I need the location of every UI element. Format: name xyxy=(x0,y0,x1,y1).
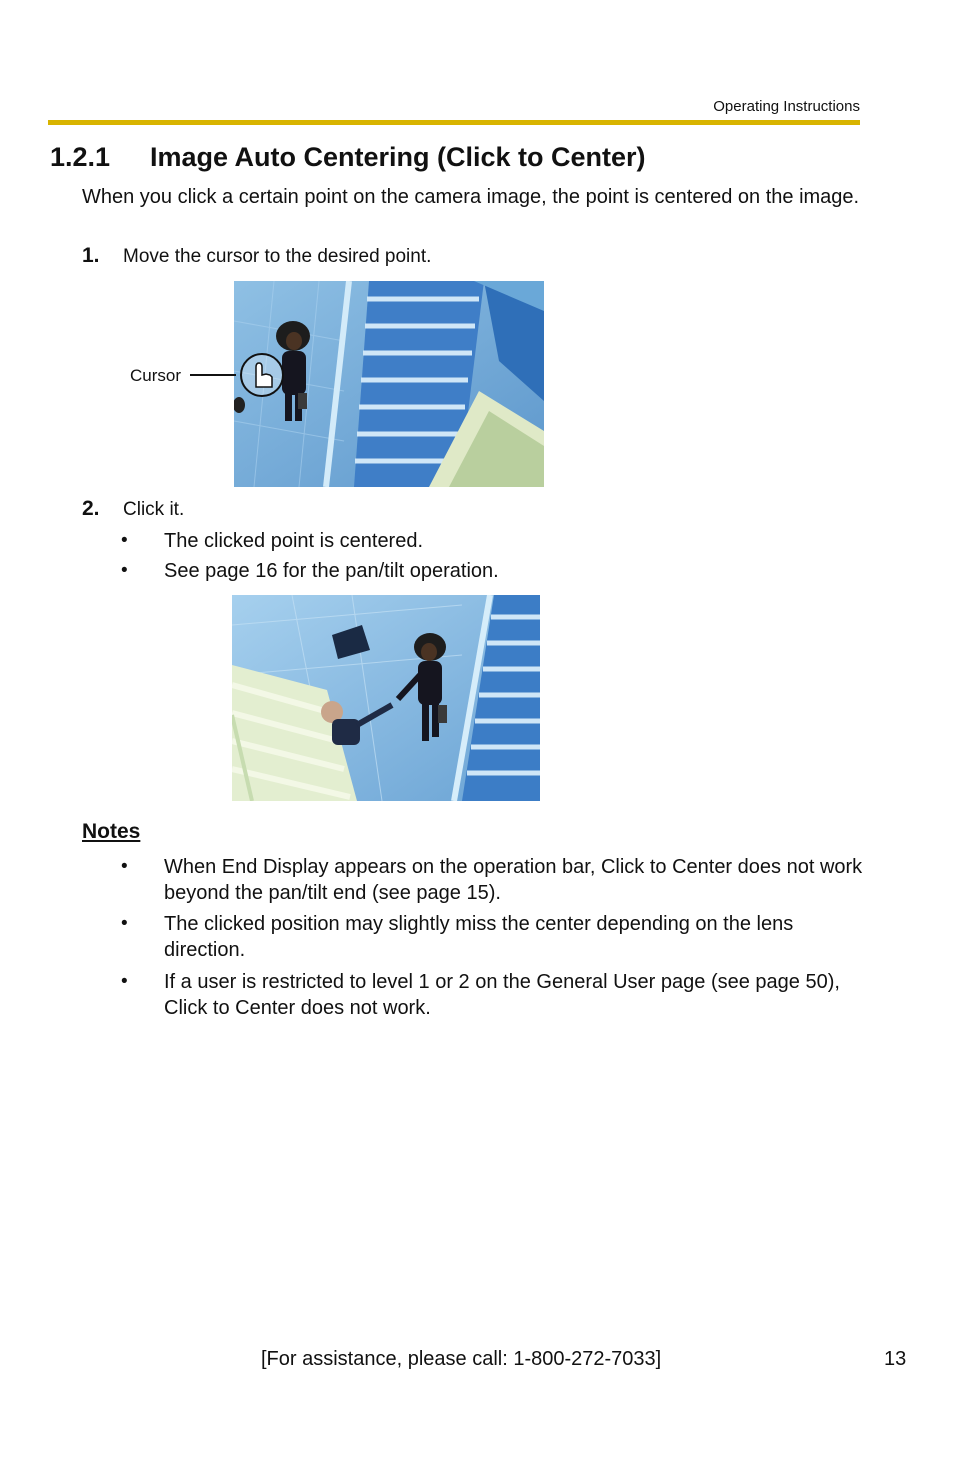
camera-image-before xyxy=(234,281,544,487)
bullet-marker: • xyxy=(121,971,128,992)
bullet-marker: • xyxy=(121,913,128,934)
step-number: 1. xyxy=(82,244,100,267)
step-number: 2. xyxy=(82,497,100,520)
note-item: If a user is restricted to level 1 or 2 on the General User page (see page 50), Click to Center does not work. xyxy=(164,971,840,1019)
intro-paragraph: When you click a certain point on the camera image, the point is centered on the image. xyxy=(82,186,860,208)
section-number: 1.2.1 xyxy=(50,142,111,172)
section-title: Image Auto Centering (Click to Center) xyxy=(150,142,646,172)
page-number: 13 xyxy=(884,1348,907,1370)
bullet-item: See page 16 for the pan/tilt operation. xyxy=(164,560,499,582)
bullet-item: The clicked point is centered. xyxy=(164,530,424,552)
notes-title: Notes xyxy=(82,820,141,843)
step-text: Click it. xyxy=(123,499,185,520)
footer-assistance: [For assistance, please call: 1-800-272-7033] xyxy=(261,1348,662,1370)
step-text: Move the cursor to the desired point. xyxy=(123,246,432,267)
camera-image-after xyxy=(232,595,540,801)
bullet-marker: • xyxy=(121,856,128,877)
header-rule xyxy=(48,120,860,125)
bullet-marker: • xyxy=(121,530,128,551)
header-label: Operating Instructions xyxy=(713,98,860,115)
callout-line xyxy=(190,374,236,376)
bullet-marker: • xyxy=(121,560,128,581)
cursor-callout-label: Cursor xyxy=(130,366,182,385)
note-item: The clicked position may slightly miss the center depending on the lens direction. xyxy=(164,913,794,961)
note-item: When End Display appears on the operation bar, Click to Center does not work beyond the pan/tilt end (see page 15). xyxy=(164,856,863,904)
